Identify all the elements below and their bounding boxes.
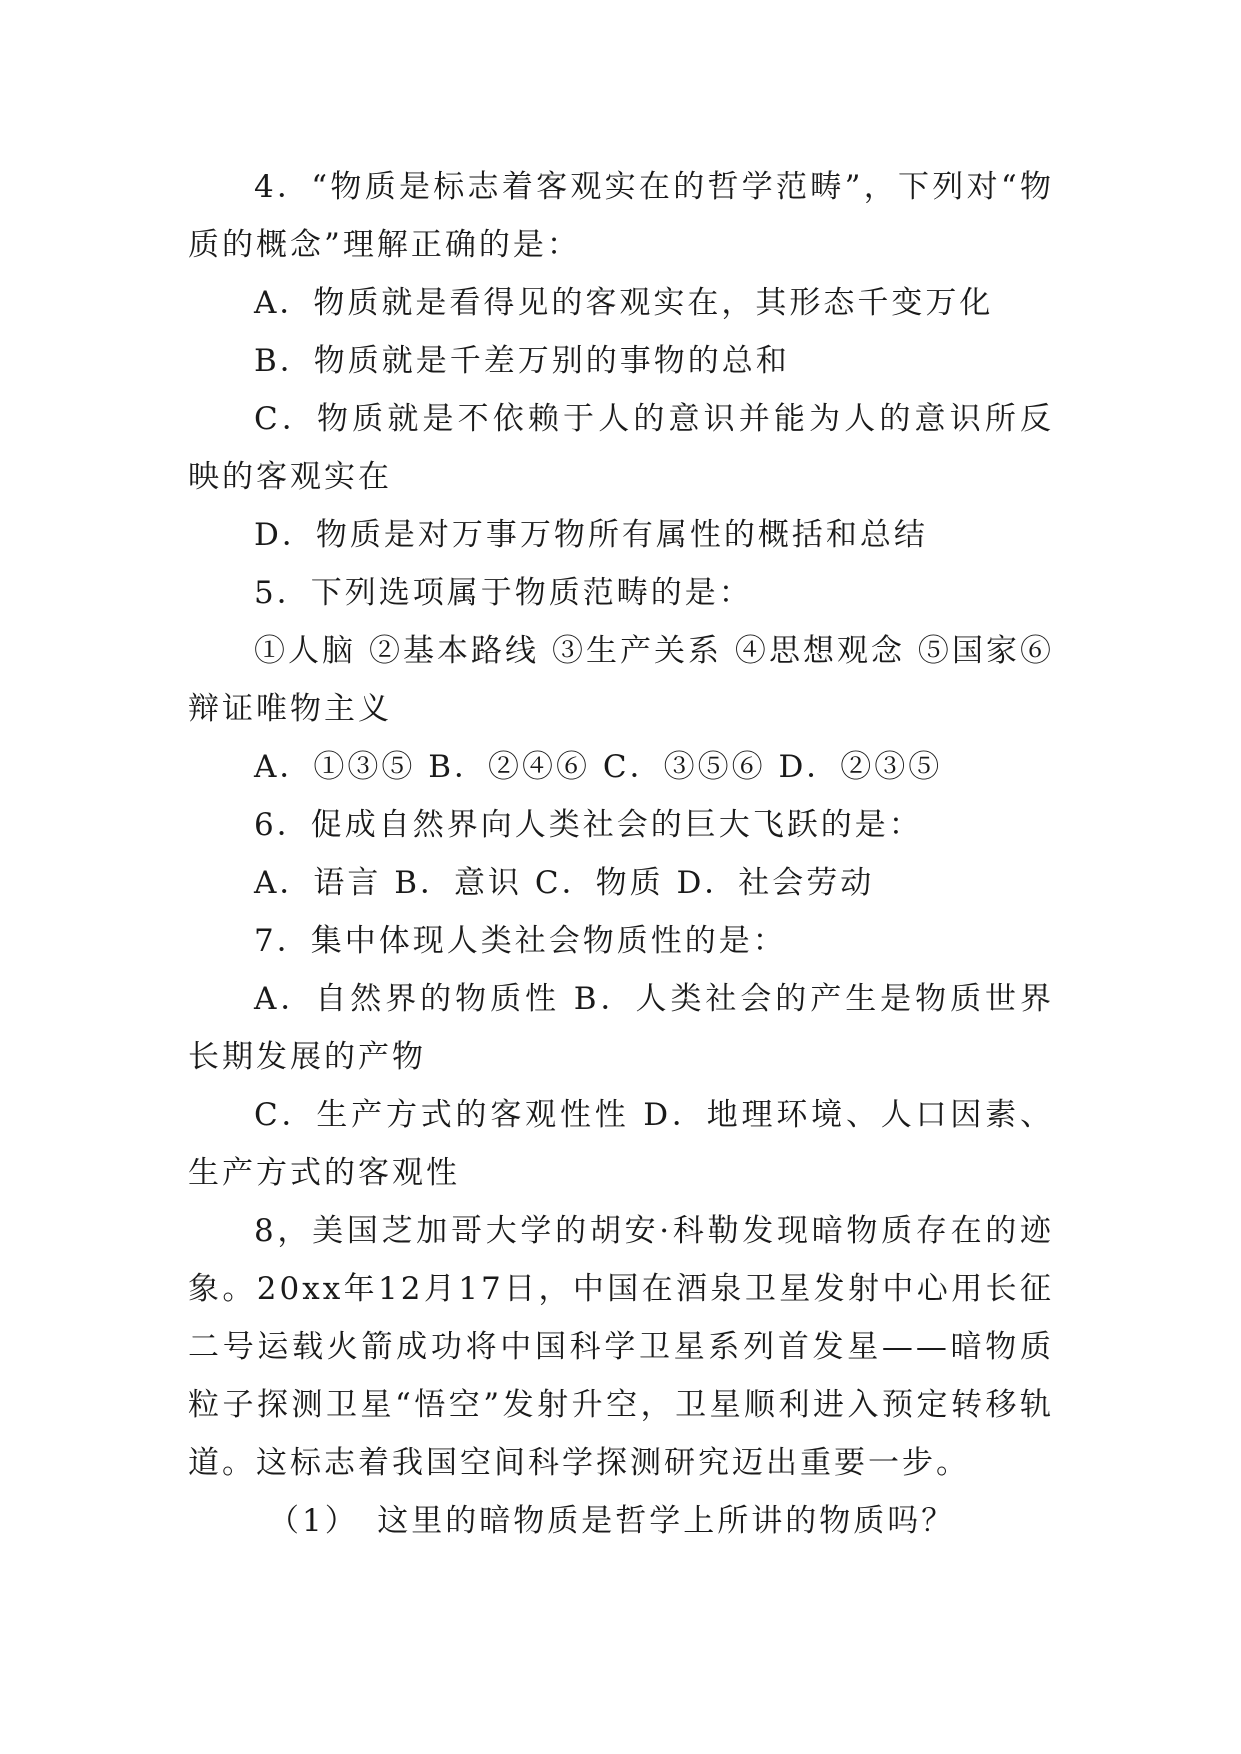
question-5-items: ①人脑 ②基本路线 ③生产关系 ④思想观念 ⑤国家⑥辩证唯物主义 xyxy=(188,633,1054,727)
question-4-option-c: C．物质就是不依赖于人的意识并能为人的意识所反映的客观实在 xyxy=(188,401,1054,495)
question-4-option-d: D．物质是对万事万物所有属性的概括和总结 xyxy=(254,517,928,553)
question-7-options-ab: A．自然界的物质性 B．人类社会的产生是物质世界长期发展的产物 xyxy=(188,981,1054,1075)
question-5-stem: 5．下列选项属于物质范畴的是： xyxy=(254,575,753,611)
question-6-options: A．语言 B．意识 C．物质 D．社会劳动 xyxy=(254,865,875,901)
question-7-options-cd: C．生产方式的客观性性 D．地理环境、人口因素、生产方式的客观性 xyxy=(188,1097,1054,1191)
question-7-stem: 7．集中体现人类社会物质性的是： xyxy=(254,923,787,959)
question-8-sub-1: （1） 这里的暗物质是哲学上所讲的物质吗？ xyxy=(268,1503,956,1539)
document-page xyxy=(188,158,1054,1550)
question-5-options: A．①③⑤ B．②④⑥ C．③⑤⑥ D．②③⑤ xyxy=(254,749,943,785)
question-4-option-a: A．物质就是看得见的客观实在，其形态千变万化 xyxy=(254,285,994,321)
question-4-option-b: B．物质就是千差万别的事物的总和 xyxy=(254,343,790,379)
question-6-stem: 6．促成自然界向人类社会的巨大飞跃的是： xyxy=(254,807,923,843)
question-4-stem: 4．“物质是标志着客观实在的哲学范畴”，下列对“物质的概念”理解正确的是： xyxy=(188,169,1054,263)
question-8-passage: 8，美国芝加哥大学的胡安·科勒发现暗物质存在的迹象。20xx年12月17日，中国在酒泉卫星发射中心用长征二号运载火箭成功将中国科学卫星系列首发星——暗物质粒子探测卫星“悟空”发射升空，卫星顺利进入预定转移轨道。这标志着我国空间科学探测研究迈出重要一步。 xyxy=(188,1213,1054,1481)
